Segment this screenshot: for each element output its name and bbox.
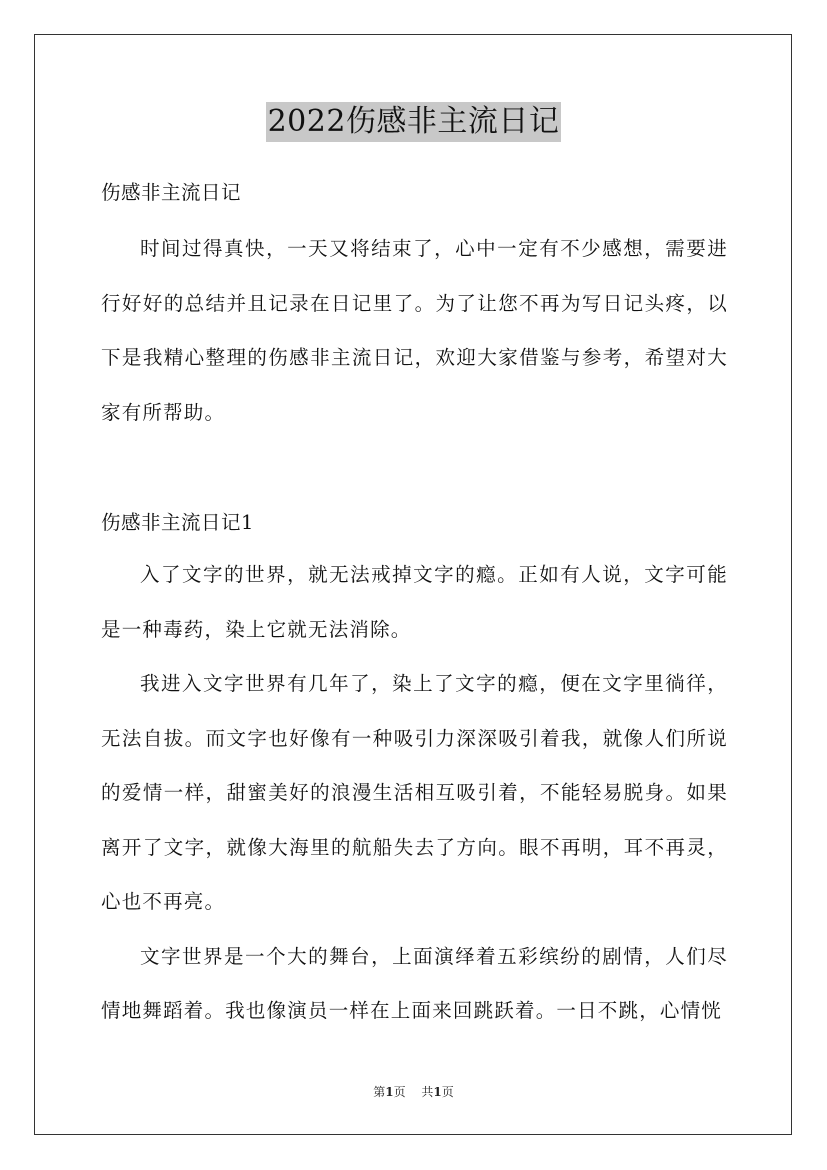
page-total: 共1页 — [421, 1085, 454, 1099]
page-footer — [0, 1083, 827, 1100]
section1-heading: 伤感非主流日记1 — [101, 511, 254, 534]
intro-heading: 伤感非主流日记 — [101, 181, 242, 204]
page-number: 第1页 — [373, 1085, 406, 1099]
title-container — [0, 102, 827, 142]
document-body — [101, 172, 728, 1039]
intro-paragraph: 时间过得真快，一天又将结束了，心中一定有不少感想，需要进行好好的总结并且记录在日记里了。为了让您不再为写日记头疼，以下是我精心整理的伤感非主流日记，欢迎大家借鉴与参考，希望对大家有所帮助。 — [101, 237, 728, 424]
section1-paragraph-1: 入了文字的世界，就无法戒掉文字的瘾。正如有人说，文字可能是一种毒药，染上它就无法消除。 — [101, 563, 728, 641]
document-title: 2022伤感非主流日记 — [266, 102, 562, 142]
section1-paragraph-2: 我进入文字世界有几年了，染上了文字的瘾，便在文字里徜徉，无法自拔。而文字也好像有一种吸引力深深吸引着我，就像人们所说的爱情一样，甜蜜美好的浪漫生活相互吸引着，不能轻易脱身。如果离开了文字，就像大海里的航船失去了方向。眼不再明，耳不再灵，心也不再亮。 — [101, 672, 728, 913]
section1-paragraph-3: 文字世界是一个大的舞台，上面演绎着五彩缤纷的剧情，人们尽情地舞蹈着。我也像演员一样在上面来回跳跃着。一日不跳，心情恍 — [101, 944, 728, 1022]
